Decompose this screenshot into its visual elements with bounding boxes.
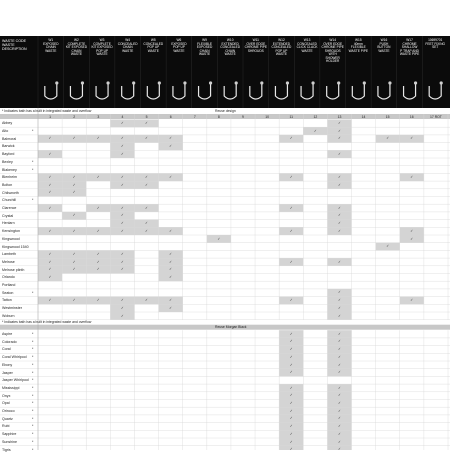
row-label: Alto — [2, 129, 9, 133]
tick-mark: ✓ — [120, 136, 124, 141]
column-number: 8 — [217, 114, 220, 119]
integrated-star: * — [32, 355, 34, 360]
tick-mark: ✓ — [337, 416, 341, 421]
header-desc: EXPOSED POP UP WASTE — [171, 41, 187, 53]
integrated-star: * — [32, 424, 34, 429]
row-label: Opal — [2, 401, 10, 406]
tick-mark: ✓ — [72, 182, 76, 187]
row-label: Bolton — [2, 182, 13, 187]
tick-mark: ✓ — [48, 275, 52, 279]
range-title: Reuse design — [215, 109, 236, 113]
tick-mark: ✓ — [337, 174, 341, 179]
tick-mark: ✓ — [72, 259, 76, 264]
tick-mark: ✓ — [410, 174, 414, 179]
integrated-star: * — [32, 409, 34, 413]
tick-mark: ✓ — [72, 190, 76, 195]
header-desc: EXTENDED CONCEALED POP UP WASTE — [271, 41, 292, 57]
header-code: W3 — [99, 38, 105, 42]
row-label: Balmoral — [2, 136, 17, 141]
row-label: Orinoco — [2, 409, 15, 413]
tick-mark: ✓ — [289, 424, 293, 429]
tick-mark: ✓ — [48, 251, 52, 256]
row-label: Melrose — [2, 259, 15, 264]
tick-mark: ✓ — [289, 259, 293, 264]
tick-mark: ✓ — [289, 393, 293, 398]
integrated-star: * — [32, 347, 34, 352]
tick-mark: ✓ — [410, 236, 414, 241]
tick-mark: ✓ — [289, 174, 293, 179]
row-label: Colorado — [2, 339, 17, 344]
tick-mark: ✓ — [72, 174, 76, 179]
tick-mark: ✓ — [48, 190, 52, 195]
row-label: Churchill — [2, 198, 16, 203]
range-title: Reuse Morgan Black — [215, 325, 247, 330]
header-code: W5 — [150, 38, 156, 42]
tick-mark: ✓ — [337, 290, 341, 295]
tick-mark: ✓ — [289, 370, 293, 375]
tick-mark: ✓ — [72, 213, 76, 218]
tick-mark: ✓ — [48, 174, 52, 179]
tick-mark: ✓ — [120, 151, 124, 156]
tick-mark: ✓ — [337, 347, 341, 352]
row-label: Onyx — [2, 393, 11, 398]
tick-mark: ✓ — [337, 182, 341, 187]
tick-mark: ✓ — [289, 228, 293, 233]
row-label: Ebony — [2, 362, 13, 367]
row-label: Abbey — [2, 121, 13, 126]
header-desc: COMPLETE KIT EXPOSED CHAIN WASTE — [65, 41, 88, 57]
header-desc: CONCEALED CLICK CLACK WASTE — [296, 41, 318, 53]
tick-mark: ✓ — [289, 354, 293, 359]
row-label: Jasper Whirlpool — [2, 378, 29, 383]
tick-mark: ✓ — [337, 128, 341, 133]
tick-mark: ✓ — [145, 174, 149, 179]
tick-mark: ✓ — [72, 136, 76, 141]
tick-mark: ✓ — [48, 267, 52, 272]
column-number: 16 — [409, 114, 414, 119]
tick-mark: ✓ — [337, 313, 341, 318]
tick-mark: ✓ — [337, 331, 341, 336]
tick-mark: ✓ — [337, 385, 341, 390]
tick-mark: ✓ — [337, 370, 341, 375]
section-note: * Indicates bath has a built in integrated waste and overflow — [2, 109, 92, 113]
integrated-star: * — [32, 416, 34, 421]
tick-mark: ✓ — [289, 447, 293, 452]
tick-mark: ✓ — [217, 236, 221, 241]
tick-mark: ✓ — [337, 354, 341, 359]
tick-mark: ✓ — [169, 259, 173, 264]
header-code: W12 — [278, 38, 285, 42]
section-note: * Indicates bath has a built in integrated waste and overflow — [2, 320, 92, 325]
integrated-star: * — [32, 447, 34, 452]
tick-mark: ✓ — [337, 213, 341, 218]
tick-mark: ✓ — [337, 447, 341, 452]
tick-mark: ✓ — [337, 362, 341, 367]
tick-mark: ✓ — [169, 275, 173, 279]
tick-mark: ✓ — [289, 298, 293, 303]
tick-mark: ✓ — [48, 136, 52, 141]
column-number: 15 — [385, 114, 390, 119]
tick-mark: ✓ — [169, 144, 173, 149]
tick-mark: ✓ — [120, 313, 124, 318]
integrated-star: * — [32, 129, 34, 133]
header-desc: 40mm FLEXIBLE WASTE PIPE — [348, 41, 368, 53]
row-label: Orlando — [2, 275, 15, 280]
header-code: W15 — [355, 38, 362, 42]
row-label: Rubi — [2, 424, 10, 429]
column-number: 4 — [121, 114, 124, 119]
header-code: W10 — [226, 38, 234, 42]
tick-mark: ✓ — [48, 182, 52, 187]
waste-code-heading: WASTE CODE WASTE DESCRIPTION — [2, 39, 27, 52]
integrated-star: * — [32, 385, 34, 390]
column-number: 17 ROT — [429, 114, 442, 119]
tick-mark: ✓ — [96, 298, 100, 303]
row-label: Barwick — [2, 144, 15, 149]
tick-mark: ✓ — [120, 221, 124, 226]
tick-mark: ✓ — [145, 136, 149, 141]
row-label: Coral Whirlpool — [2, 355, 27, 360]
tick-mark: ✓ — [96, 228, 100, 233]
row-label: Melrose plinth — [2, 267, 25, 272]
tick-mark: ✓ — [120, 182, 124, 187]
tick-mark: ✓ — [410, 228, 414, 233]
tick-mark: ✓ — [410, 298, 414, 303]
column-number: 5 — [145, 114, 148, 119]
row-label: Chilsworth — [2, 190, 19, 195]
row-label: Woburn — [2, 313, 15, 318]
tick-mark: ✓ — [145, 221, 149, 226]
tick-mark: ✓ — [337, 259, 341, 264]
tick-mark: ✓ — [145, 205, 149, 210]
column-number: 11 — [289, 114, 293, 119]
tick-mark: ✓ — [337, 298, 341, 303]
header-desc: FLEXIBLE EXPOSED CHAIN WASTE — [196, 41, 213, 57]
tick-mark: ✓ — [72, 298, 76, 303]
row-label: Kensington — [2, 229, 20, 234]
column-number: 2 — [73, 114, 76, 119]
tick-mark: ✓ — [289, 408, 293, 413]
tick-mark: ✓ — [120, 144, 124, 149]
row-label: Westminster — [2, 306, 22, 311]
column-number: 6 — [169, 114, 172, 119]
tick-mark: ✓ — [289, 416, 293, 421]
tick-mark: ✓ — [145, 228, 149, 233]
tick-mark: ✓ — [289, 331, 293, 336]
tick-mark: ✓ — [72, 251, 76, 256]
tick-mark: ✓ — [96, 259, 100, 264]
row-label: Crystal — [2, 213, 14, 218]
integrated-star: * — [32, 401, 34, 406]
integrated-star: * — [32, 332, 34, 336]
integrated-star: * — [32, 159, 34, 164]
tick-mark: ✓ — [337, 151, 341, 156]
tick-mark: ✓ — [96, 174, 100, 179]
tick-mark: ✓ — [289, 439, 293, 444]
row-label: Jasper — [2, 370, 13, 375]
tick-mark: ✓ — [289, 347, 293, 352]
column-number: 10 — [265, 114, 269, 119]
header-desc: OVER EDGE CHROME PIPE SHROUDS WITH SHOWER HOLDER — [321, 41, 344, 64]
header-desc: OVER EDGE CHROME PIPE SHROUDS — [244, 41, 267, 53]
tick-mark: ✓ — [289, 362, 293, 367]
row-label: Portland — [2, 283, 16, 287]
tick-mark: ✓ — [337, 228, 341, 233]
header-code: W2 — [74, 38, 79, 42]
tick-mark: ✓ — [337, 393, 341, 398]
tick-mark: ✓ — [337, 408, 341, 413]
tick-mark: ✓ — [169, 228, 173, 233]
tick-mark: ✓ — [169, 298, 173, 303]
row-label: Seaton — [2, 290, 14, 295]
column-number: 12 — [313, 114, 318, 119]
tick-mark: ✓ — [48, 151, 52, 156]
tick-mark: ✓ — [48, 205, 52, 210]
integrated-star: * — [32, 432, 34, 437]
row-label: Lambeth — [2, 252, 16, 257]
tick-mark: ✓ — [337, 136, 341, 141]
tick-mark: ✓ — [96, 267, 100, 272]
integrated-star: * — [32, 439, 34, 444]
tick-mark: ✓ — [72, 228, 76, 233]
tick-mark: ✓ — [313, 128, 317, 133]
tick-mark: ✓ — [337, 431, 341, 436]
header-code: W6 — [176, 38, 182, 42]
column-number: 3 — [97, 114, 100, 119]
header-desc: EXTENDED CONCEALED CHAIN WASTE — [220, 41, 241, 57]
tick-mark: ✓ — [169, 251, 173, 256]
integrated-star: * — [32, 370, 34, 375]
tick-mark: ✓ — [289, 431, 293, 436]
tick-mark: ✓ — [337, 305, 341, 310]
header-code: W9 — [202, 38, 207, 42]
tick-mark: ✓ — [337, 401, 341, 405]
tick-mark: ✓ — [337, 121, 341, 125]
header-desc: COMPLETE KIT EXPOSED POP UP WASTE — [91, 41, 113, 57]
header-code: W11 — [252, 38, 259, 42]
tick-mark: ✓ — [120, 174, 124, 179]
row-label: Sunshine — [2, 439, 17, 444]
column-number: 9 — [242, 114, 244, 119]
tick-mark: ✓ — [289, 401, 293, 405]
row-label: Sapphire — [2, 432, 17, 437]
integrated-star: * — [32, 393, 34, 398]
header-code: 10699701 — [428, 38, 443, 42]
integrated-star: * — [32, 378, 34, 383]
tick-mark: ✓ — [289, 136, 293, 141]
header-desc: EXPOSED CHAIN WASTE — [43, 41, 59, 53]
integrated-star: * — [32, 339, 34, 344]
column-number: 1 — [49, 114, 51, 119]
integrated-star: * — [32, 290, 34, 295]
row-label: Mississippi — [2, 385, 20, 390]
tick-mark: ✓ — [120, 259, 124, 264]
tick-mark: ✓ — [72, 267, 76, 272]
integrated-star: * — [32, 362, 34, 367]
row-label: Blakeney — [2, 167, 17, 172]
tick-mark: ✓ — [120, 251, 124, 256]
row-label: Aspire — [2, 332, 13, 336]
header-code: W14 — [329, 38, 336, 42]
row-label: Blenheim — [2, 175, 17, 180]
tick-mark: ✓ — [48, 259, 52, 264]
row-label: Tatton — [2, 298, 12, 303]
tick-mark: ✓ — [145, 121, 149, 125]
tick-mark: ✓ — [169, 174, 173, 179]
tick-mark: ✓ — [337, 424, 341, 429]
tick-mark: ✓ — [386, 136, 390, 141]
tick-mark: ✓ — [48, 298, 52, 303]
column-number: 7 — [193, 114, 196, 119]
tick-mark: ✓ — [289, 205, 293, 210]
header-code: W4 — [125, 38, 131, 42]
tick-mark: ✓ — [120, 298, 124, 303]
tick-mark: ✓ — [145, 182, 149, 187]
column-number: 14 — [361, 114, 366, 119]
header-desc: CONCEALED CHAIN WASTE — [117, 41, 138, 53]
header-desc: FEET FIXING SET — [425, 41, 445, 50]
integrated-star: * — [32, 198, 34, 203]
tick-mark: ✓ — [96, 205, 100, 210]
tick-mark: ✓ — [120, 213, 124, 218]
column-number: 13 — [337, 114, 342, 119]
tick-mark: ✓ — [120, 205, 124, 210]
tick-mark: ✓ — [410, 136, 414, 141]
tick-mark: ✓ — [145, 298, 149, 303]
tick-mark: ✓ — [289, 385, 293, 390]
tick-mark: ✓ — [337, 339, 341, 344]
tick-mark: ✓ — [169, 305, 173, 310]
header-desc: PUSH BUTTON WASTE — [377, 41, 391, 53]
tick-mark: ✓ — [120, 228, 124, 233]
header-code: W1 — [48, 38, 54, 42]
tick-mark: ✓ — [337, 221, 341, 226]
row-label: Henlarn — [2, 221, 15, 226]
header-desc: CHROME SHALLOW P TRAP AND WASTE PIPE — [399, 41, 420, 57]
row-label: Clarence — [2, 206, 17, 210]
tick-mark: ✓ — [289, 339, 293, 344]
header-code: W16 — [380, 38, 388, 42]
tick-mark: ✓ — [169, 136, 173, 141]
tick-mark: ✓ — [337, 205, 341, 210]
tick-mark: ✓ — [386, 244, 390, 249]
tick-mark: ✓ — [120, 267, 124, 272]
header-code: W13 — [303, 38, 311, 42]
row-label: Kingswood 1540 — [2, 244, 29, 249]
tick-mark: ✓ — [120, 305, 124, 310]
row-label: Bayford — [2, 152, 15, 157]
tick-mark: ✓ — [96, 251, 100, 256]
tick-mark: ✓ — [337, 439, 341, 444]
row-label: Tigris — [2, 447, 11, 452]
row-label: Bexley — [2, 159, 13, 164]
header-code: W17 — [406, 38, 413, 42]
tick-mark: ✓ — [169, 267, 173, 272]
row-label: Coral — [2, 347, 11, 352]
tick-mark: ✓ — [48, 228, 52, 233]
header-desc: CONCEALED POP UP WASTE — [143, 41, 164, 53]
integrated-star: * — [32, 167, 34, 172]
tick-mark: ✓ — [120, 121, 124, 125]
row-label: Quartz — [2, 416, 13, 421]
row-label: Kingswood — [2, 236, 20, 241]
tick-mark: ✓ — [96, 136, 100, 141]
